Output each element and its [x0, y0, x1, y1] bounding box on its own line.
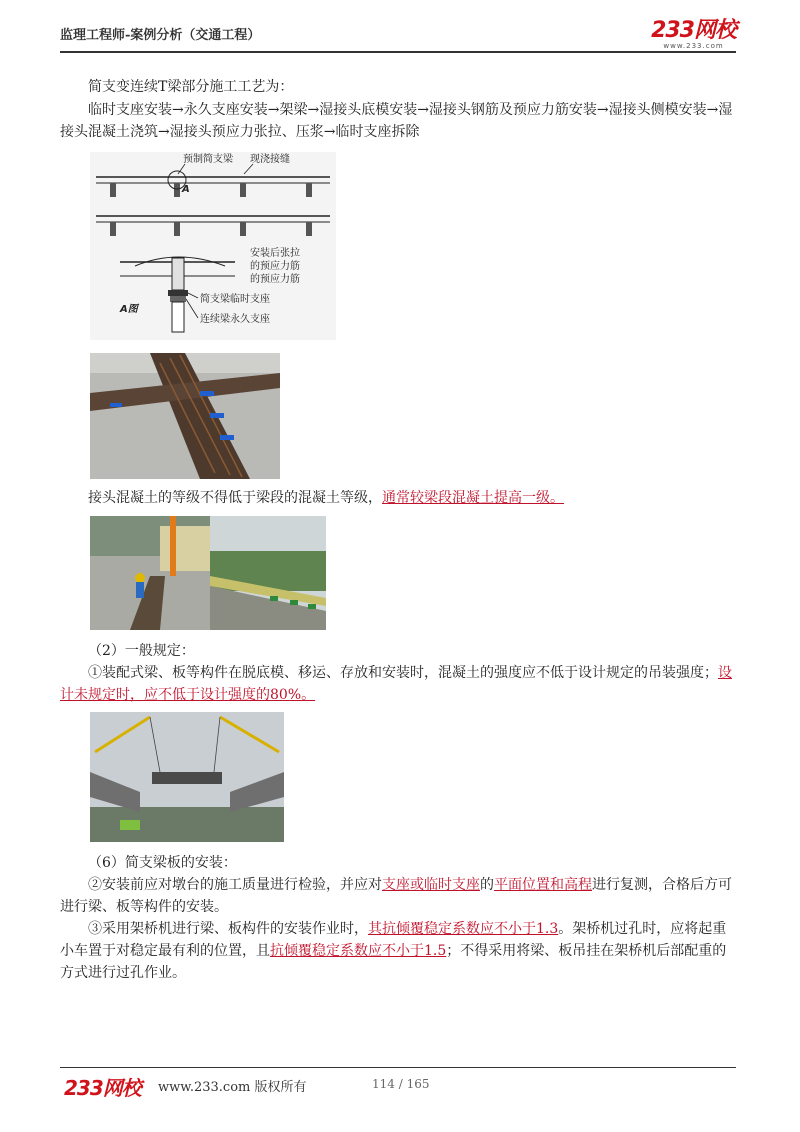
- label-point-a: A: [182, 184, 190, 195]
- rule-3: [60, 918, 740, 984]
- rule-3-highlight-1: 其抗倾覆稳定系数应不小于1.3: [368, 921, 559, 937]
- label-tendon-2: 的预应力筋: [250, 261, 300, 272]
- rule-2-part-c: 进行复测，合格后方可进行梁、板等构件的安装。: [60, 877, 732, 915]
- site-logo: [651, 20, 736, 50]
- label-cast-joint: 现浇接缝: [250, 154, 290, 165]
- logo-text: 233网校: [651, 18, 736, 43]
- intro-text: 简支变连续T梁部分施工工艺为：: [88, 79, 294, 95]
- label-perm-support: 连续梁永久支座: [200, 314, 270, 325]
- wet-joint-rebar-photo: [90, 353, 280, 479]
- girder-lifting-photo: [90, 712, 284, 842]
- label-temp-support: 简支梁临时支座: [200, 294, 270, 305]
- rule-2-part-b: 的: [480, 877, 494, 893]
- section-6-title: （6）简支梁板的安装：: [88, 855, 237, 871]
- joint-concrete-highlight: 通常较梁段混凝土提高一级。: [382, 490, 564, 506]
- continuous-beam-diagram: [90, 152, 336, 340]
- label-tendon-3: 的预应力筋: [250, 274, 300, 285]
- rule-2-highlight-1: 支座或临时支座: [382, 877, 480, 893]
- rule-3-highlight-2: 抗倾覆稳定系数应不小于1.5: [270, 943, 447, 959]
- joint-concrete-normal: 接头混凝土的等级不得低于梁段的混凝土等级，: [88, 490, 382, 506]
- rule-2-highlight-2: 平面位置和高程: [494, 877, 592, 893]
- bridge-deck-photo: [210, 516, 326, 630]
- label-a-view: A图: [120, 304, 138, 315]
- rule-3-part-b: 。架桥机过孔时，应将起重小车置于对稳定最有利的位置，且: [60, 921, 727, 959]
- logo-url: www.233.com: [663, 42, 724, 50]
- rule-1-normal: ①装配式梁、板等构件在脱底模、移运、存放和安装时，混凝土的强度应不低于设计规定的吊装强度；: [88, 665, 718, 681]
- rule-1: [60, 662, 740, 706]
- rule-3-part-c: ；不得采用将梁、板吊挂在架桥机后部配重的方式进行过孔作业。: [60, 943, 727, 981]
- rule-3-part-a: ③采用架桥机进行梁、板构件的安装作业时，: [88, 921, 368, 937]
- joint-concrete-text: [60, 487, 740, 509]
- general-rules-title: （2）一般规定：: [88, 643, 195, 659]
- footer-logo: 233网校: [64, 1076, 141, 1100]
- process-text: 临时支座安装→永久支座安装→架梁→湿接头底模安装→湿接头钢筋及预应力筋安装→湿接头侧模安装→湿接头混凝土浇筑→湿接头预应力张拉、压浆→临时支座拆除: [60, 102, 733, 140]
- concrete-pouring-photo: [90, 516, 210, 630]
- footer-copyright: www.233.com 版权所有: [158, 1080, 307, 1095]
- page-header-title: 监理工程师-案例分析（交通工程）: [60, 28, 261, 43]
- rule-2: [60, 874, 740, 918]
- footer-divider: [60, 1067, 736, 1068]
- label-tendon-1: 安装后张拉: [250, 248, 300, 259]
- rule-1-highlight: 设计未规定时，应不低于设计强度的80%。: [60, 665, 732, 703]
- page-number: 114 / 165: [372, 1077, 430, 1091]
- header-divider: [60, 51, 736, 53]
- rule-2-part-a: ②安装前应对墩台的施工质量进行检验，并应对: [88, 877, 382, 893]
- label-precast-beam: 预制简支梁: [183, 154, 233, 165]
